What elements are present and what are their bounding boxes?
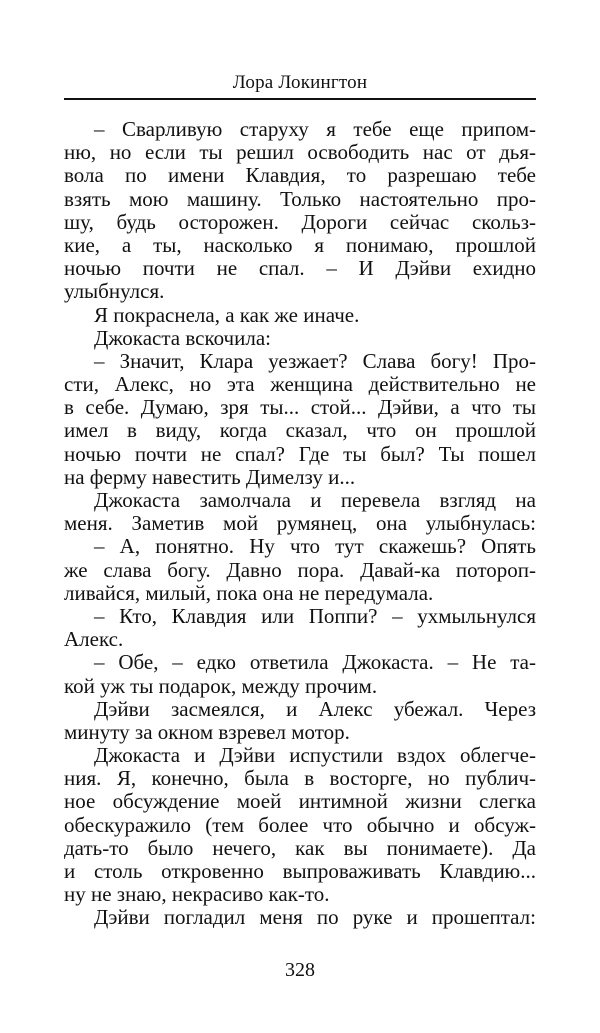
text-line: ню, но если ты решил освободить нас от дья- (64, 141, 536, 165)
text-line: шу, будь осторожен. Дороги сейчас скольз- (64, 210, 536, 234)
text-line: – Значит, Клара уезжает? Слава богу! Про- (94, 349, 536, 373)
text-line: улыбнулся. (64, 280, 165, 304)
text-line: ну не знаю, некрасиво как-то. (64, 883, 330, 907)
text-line: в себе. Думаю, зря ты... стой... Дэйви, а что ты (64, 396, 536, 420)
text-line: меня. Заметив мой румянец, она улыбнулась: (64, 512, 536, 536)
running-header: Лора Локингтон (232, 72, 368, 93)
text-line: минуту за окном взревел мотор. (64, 720, 350, 744)
text-line: Дэйви погладил меня по руке и прошептал: (94, 906, 536, 930)
body-text (64, 118, 536, 930)
text-line: обескуражило (тем более что обычно и обсуж- (64, 813, 536, 837)
text-line: дать-то было нечего, как вы понимаете). Да (64, 836, 536, 860)
text-line: Я покраснела, а как же иначе. (94, 303, 360, 327)
text-line: Алекс. (64, 628, 124, 652)
text-line: – Сварливую старуху я тебе еще припом- (94, 118, 536, 141)
page-number: 328 (285, 959, 315, 981)
text-line: ночью почти не спал. – И Дэйви ехидно (64, 257, 536, 281)
text-line: ния. Я, конечно, была в восторге, но публич- (64, 767, 536, 791)
text-line: Джокаста и Дэйви испустили вздох облегче- (94, 744, 536, 768)
text-line: сти, Алекс, но эта женщина действительно не (64, 373, 536, 397)
text-line: на ферму навестить Димелзу и... (64, 465, 356, 489)
text-line: ное обсуждение моей интимной жизни слегка (64, 790, 536, 814)
text-line: – А, понятно. Ну что тут скажешь? Опять (94, 535, 536, 559)
text-line: и столь откровенно выпроваживать Клавдию... (64, 860, 536, 883)
text-line: же слава богу. Давно пора. Давай-ка потороп- (64, 558, 536, 582)
text-line: Джокаста вскочила: (94, 326, 271, 350)
text-line: ливайся, милый, пока она не передумала. (64, 581, 434, 605)
text-line: взять мою машину. Только настоятельно про- (64, 187, 536, 211)
text-line: Джокаста замолчала и перевела взгляд на (94, 489, 536, 512)
header-rule (64, 98, 536, 100)
text-line: кой уж ты подарок, между прочим. (64, 674, 378, 698)
text-line: вола по имени Клавдия, то разрешаю тебе (64, 164, 536, 188)
text-line: – Обе, – едко ответила Джокаста. – Не та- (94, 651, 536, 675)
text-line: кие, а ты, насколько я понимаю, прошлой (64, 233, 536, 257)
text-line: имел в виду, когда сказал, что он прошлой (64, 419, 536, 443)
text-line: Дэйви засмеялся, и Алекс убежал. Через (94, 697, 536, 721)
text-line: – Кто, Клавдия или Поппи? – ухмыльнулся (94, 604, 536, 628)
text-line: ночью почти не спал? Где ты был? Ты пошел (64, 442, 536, 466)
